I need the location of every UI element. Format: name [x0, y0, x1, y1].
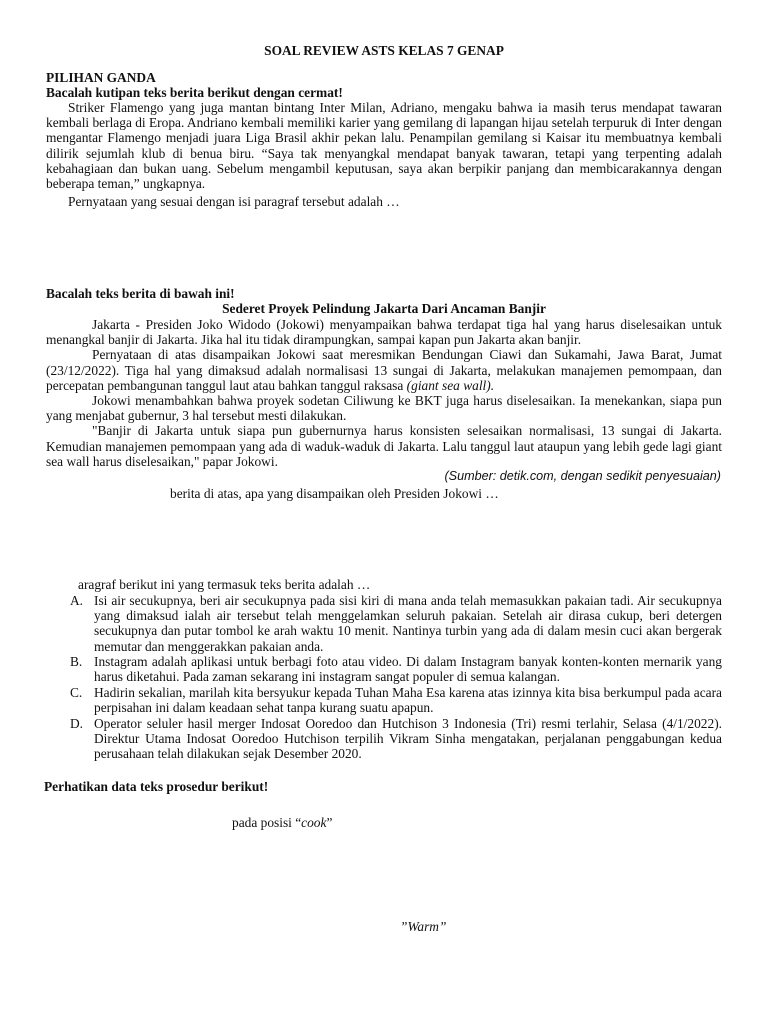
option-text: Operator seluler hasil merger Indosat Ooredoo dan Hutchison 3 Indonesia (Tri) resmi terlahir, Selasa (4/1/2022). Direktur Utama Indosat Ooredoo Hutchison terpilih Vikram Sinha mengatakan, perjalanan penggabungan kedua perusahaan telah dilakukan sejak Desember 2020.	[94, 716, 722, 762]
news-excerpt-1	[46, 100, 722, 191]
procedure-fragment-1-italic: cook	[301, 815, 327, 830]
procedure-fragment-1-suffix: ”	[326, 815, 333, 830]
procedure-fragment-2: ”Warm”	[400, 919, 447, 934]
option-text: Hadirin sekalian, marilah kita bersyukur kepada Tuhan Maha Esa karena atas izinnya kita bisa berkumpul pada acara perpisahan ini dalam keadaan sehat tanpa kurang suatu apapun.	[94, 685, 722, 716]
option-letter: C.	[70, 685, 83, 700]
question-3: aragraf berikut ini yang termasuk teks berita adalah …	[78, 577, 371, 592]
news-excerpt-1-text: Striker Flamengo yang juga mantan bintang Inter Milan, Adriano, mengaku bahwa ia masih terus mendapat tawaran kembali berlaga di Eropa. Andriano kembali memiliki karier yang gemilang di lapangan hijau setelah terpuruk di Inter dengan mengantar Flamengo menjadi juara Liga Brasil akhir pekan lalu. Penampilan gemilang si Kaisar itu membuatnya kembali dilirik sejumlah klub di benua biru. “Saya tak menyangkal mendapat banyak tawaran, tetapi yang terpenting adalah kebahagiaan dan bukan uang. Sebelum mengambil keputusan, saya akan berpikir panjang dan membicarakannya dengan beberapa teman,” ungkapnya.	[46, 100, 723, 192]
news-paragraph-2-italic: (giant sea wall).	[406, 377, 495, 393]
news-paragraph-2-text: Pernyataan di atas disampaikan Jokowi saat meresmikan Bendungan Ciawi dan Sukamahi, Jawa Barat, Jumat (23/12/2022). Tiga hal yang dimaksud adalah normalisasi 13 sungai di Jakarta, melakukan manajemen pemompaan, dan percepatan pembangunan tanggul laut atau bahkan tanggul raksasa	[46, 347, 722, 393]
question-2: berita di atas, apa yang disampaikan oleh Presiden Jokowi …	[170, 486, 499, 501]
instruction-1: Bacalah kutipan teks berita berikut dengan cermat!	[46, 85, 343, 100]
option-letter: D.	[70, 716, 84, 731]
news-paragraph-4: "Banjir di Jakarta untuk siapa pun gubernurnya harus konsisten selesaikan normalisasi, 13 sungai di Jakarta. Kemudian manajemen pemompaan yang ada di waduk-waduk di Jakarta. Lalu tanggul laut ataupun yang lebih gede lagi giant sea wall harus diselesaikan," papar Jokowi.	[46, 423, 722, 469]
news-paragraph-3: Jokowi menambahkan bahwa proyek sodetan Ciliwung ke BKT juga harus diselesaikan. Ia menekankan, siapa pun yang menjabat gubernur, 3 hal tersebut mesti dilakukan.	[46, 393, 722, 424]
question-1: Pernyataan yang sesuai dengan isi paragraf tersebut adalah …	[68, 194, 400, 209]
option-letter: A.	[70, 593, 84, 608]
news-paragraph-1: Jakarta - Presiden Joko Widodo (Jokowi) menyampaikan bahwa terdapat tiga hal yang harus diselesaikan untuk menangkal banjir di Jakarta. Jika hal itu tidak dirampungkan, sampai kapan pun Jakarta akan banjir.	[46, 317, 722, 348]
news-title: Sederet Proyek Pelindung Jakarta Dari Ancaman Banjir	[222, 301, 546, 316]
news-paragraph-2	[46, 347, 722, 393]
option-text: Instagram adalah aplikasi untuk berbagi foto atau video. Di dalam Instagram banyak konten-konten mernarik yang harus diketahui. Pada zaman sekarang ini instagram sangat populer di semua kalangan.	[94, 654, 722, 685]
page-title: SOAL REVIEW ASTS KELAS 7 GENAP	[264, 43, 504, 58]
option-text: Isi air secukupnya, beri air secukupnya pada sisi kiri di mana anda telah memasukkan pakaian tadi. Air secukupnya yang dimaksud ialah air tersebut telah menggelamkan seluruh pakaian. Setelah air dirasa cukup, beri detergen secukupnya dan putar tombol ke arah waktu 10 menit. Nantinya turbin yang ada di dalam mesin cuci akan bergerak memutar dan menggerakkan pakaian anda.	[94, 593, 722, 654]
procedure-fragment-1	[232, 815, 332, 830]
instruction-2: Bacalah teks berita di bawah ini!	[46, 286, 235, 301]
news-body-2	[46, 317, 722, 469]
news-source: (Sumber: detik.com, dengan sedikit penyesuaian)	[444, 469, 721, 483]
section-heading-pilihan-ganda: PILIHAN GANDA	[46, 70, 156, 85]
option-letter: B.	[70, 654, 83, 669]
procedure-fragment-1-prefix: pada posisi “	[232, 815, 302, 830]
instruction-4: Perhatikan data teks prosedur berikut!	[44, 779, 269, 794]
